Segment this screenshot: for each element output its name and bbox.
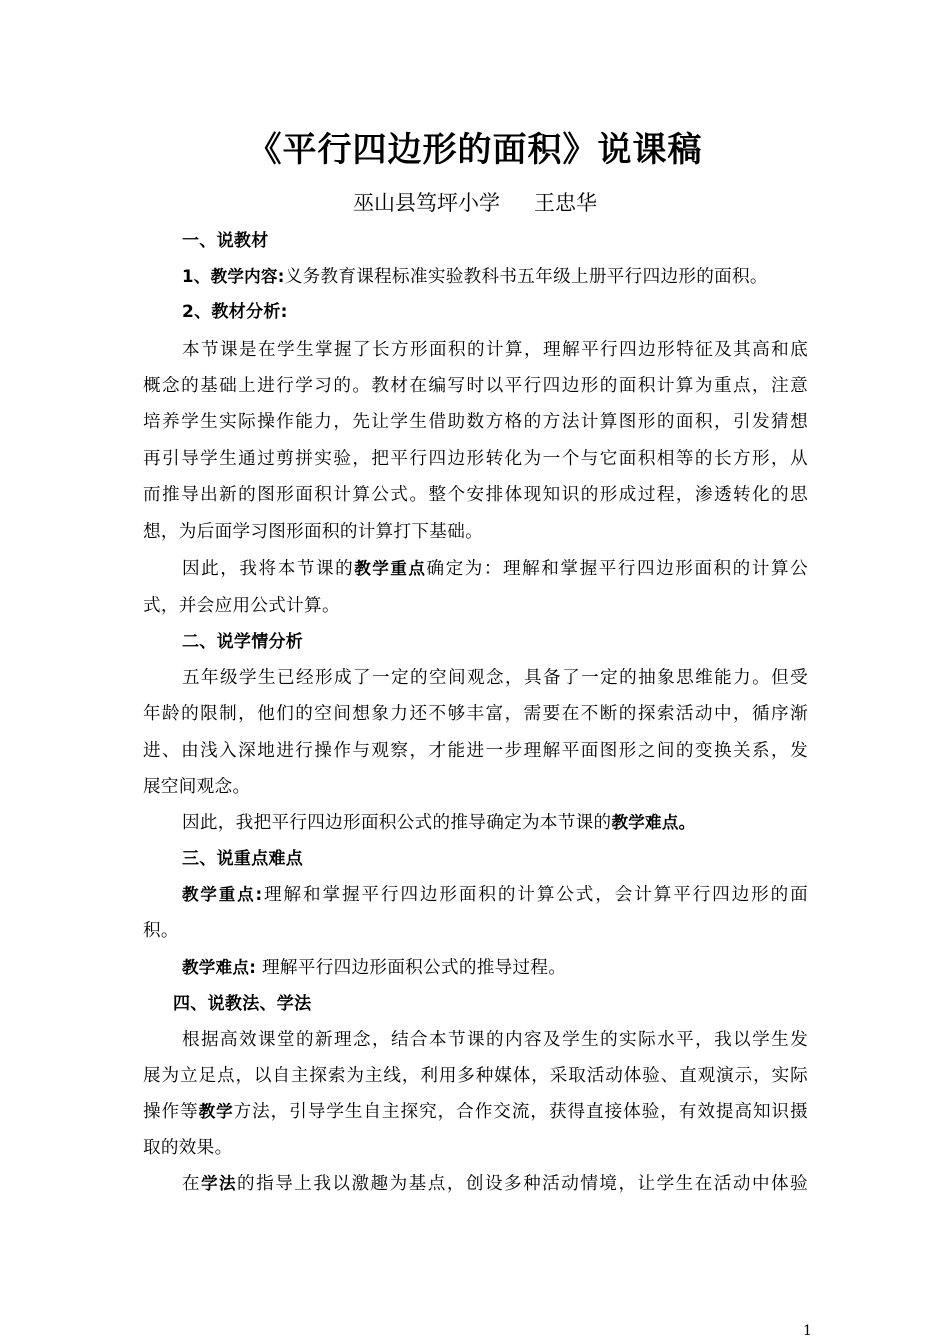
paragraph-line: 五年级学生已经形成了一定的空间观念，具备了一定的抽象思维能力。但受 xyxy=(182,668,808,688)
section-heading-1: 一、说教材 xyxy=(182,231,269,251)
author-school: 巫山县笃坪小学 xyxy=(353,191,500,215)
paragraph-line: 根据高效课堂的新理念，结合本节课的内容及学生的实际水平，我以学生发 xyxy=(182,1030,808,1050)
section-heading-4: 四、说教法、学法 xyxy=(173,994,312,1014)
label-teaching-content: 1、教学内容: xyxy=(182,267,285,286)
label-difficulty: 教学难点: xyxy=(182,958,257,977)
bold-key-point: 教学重点 xyxy=(354,559,427,578)
text: 确定为：理解和掌握平行四边形面积的计算公 xyxy=(426,559,808,579)
paragraph-line: 想，为后面学习图形面积的计算打下基础。 xyxy=(143,522,483,542)
paragraph-line: 式，并会应用公式计算。 xyxy=(143,596,340,616)
label-material-analysis: 2、教材分析: xyxy=(182,302,288,322)
text: 理解平行四边形面积公式的推导过程。 xyxy=(262,958,567,978)
paragraph-line: 年龄的限制，他们的空间想象力还不够丰富，需要在不断的探索活动中，循序渐 xyxy=(143,704,808,724)
paragraph-line xyxy=(182,808,808,838)
author-name: 王忠华 xyxy=(534,191,597,215)
text: 的指导上我以激趣为基点，创设多种活动情境，让学生在活动中体验 xyxy=(237,1174,808,1194)
paragraph-line xyxy=(182,953,808,983)
paragraph-line xyxy=(182,554,808,584)
paragraph-line: 积。 xyxy=(143,921,179,941)
bold-learning-method: 学法 xyxy=(201,1174,238,1193)
paragraph-line xyxy=(182,880,808,910)
paragraph-line: 而推导出新的图形面积计算公式。整个安排体现知识的形成过程，渗透转化的思 xyxy=(143,485,808,505)
text: 因此，我将本节课的 xyxy=(182,559,355,579)
document-title: 《平行四边形的面积》说课稿 xyxy=(247,130,703,170)
bold-teaching: 教学 xyxy=(198,1102,234,1121)
paragraph-line: 展为立足点，以自主探索为主线，利用多种媒体，采取活动体验、直观演示，实际 xyxy=(143,1066,808,1086)
paragraph-line: 本节课是在学生掌握了长方形面积的计算，理解平行四边形特征及其高和底 xyxy=(182,340,808,360)
paragraph-line: 培养学生实际操作能力，先让学生借助数方格的方法计算图形的面积，引发猜想 xyxy=(143,412,808,432)
page-number: 1 xyxy=(803,1323,812,1339)
text: 操作等 xyxy=(143,1102,199,1122)
paragraph-line: 进、由浅入深地进行操作与观察，才能进一步理解平面图形之间的变换关系，发 xyxy=(143,741,808,761)
bold-difficulty: 教学难点。 xyxy=(611,813,696,832)
paragraph-line: 展空间观念。 xyxy=(143,777,251,797)
text: 方法，引导学生自主探究，合作交流，获得直接体验，有效提高知识摄 xyxy=(233,1102,808,1122)
label-key-point: 教学重点: xyxy=(182,885,263,904)
section-heading-3: 三、说重点难点 xyxy=(182,849,304,869)
paragraph-line: 再引导学生通过剪拼实验，把平行四边形转化为一个与它面积相等的长方形，从 xyxy=(143,449,808,469)
text: 在 xyxy=(182,1174,202,1194)
paragraph-line xyxy=(143,1097,808,1127)
author-line xyxy=(0,188,950,218)
paragraph-line: 取的效果。 xyxy=(143,1138,233,1158)
section-heading-2: 二、说学情分析 xyxy=(182,632,304,652)
paragraph-line xyxy=(182,262,808,292)
paragraph-line xyxy=(182,1169,808,1199)
text: 理解和掌握平行四边形面积的计算公式，会计算平行四边形的面 xyxy=(262,885,808,905)
paragraph-line: 概念的基础上进行学习的。教材在编写时以平行四边形的面积计算为重点，注意 xyxy=(143,376,808,396)
text: 因此，我把平行四边形面积公式的推导确定为本节课的 xyxy=(182,813,612,833)
text-teaching-content: 义务教育课程标准实验教科书五年级上册平行四边形的面积。 xyxy=(284,267,768,287)
